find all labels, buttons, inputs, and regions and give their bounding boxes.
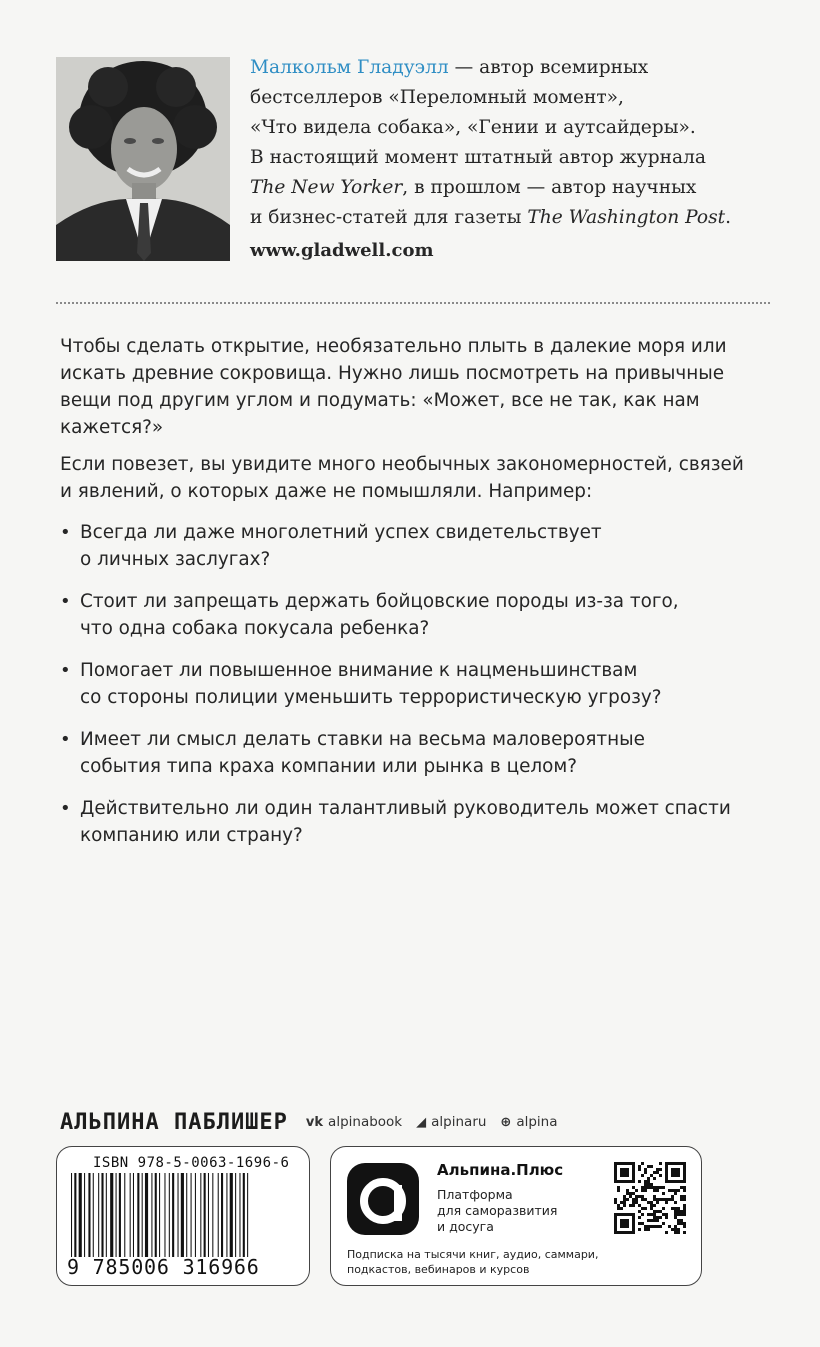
barcode-bar <box>235 1173 236 1257</box>
qr-module <box>680 1198 683 1201</box>
desc-line: и досуга <box>437 1219 494 1234</box>
qr-module <box>641 1162 644 1165</box>
barcode-bar <box>230 1173 233 1257</box>
qr-module <box>668 1189 671 1192</box>
list-item <box>60 726 780 780</box>
qr-module <box>653 1225 656 1228</box>
qr-module <box>644 1171 647 1174</box>
qr-module <box>662 1192 665 1195</box>
qr-module <box>671 1198 674 1201</box>
barcode-bar <box>74 1173 76 1257</box>
note-line: подкастов, вебинаров и курсов <box>347 1263 530 1276</box>
barcode-bar <box>142 1173 143 1257</box>
bullet-icon: • <box>60 660 71 681</box>
desc-line: для саморазвития <box>437 1203 558 1218</box>
ean-digits: 9 785006 316966 <box>67 1255 260 1279</box>
author-photo <box>56 57 230 261</box>
qr-module <box>659 1216 662 1219</box>
qr-module <box>623 1204 626 1207</box>
qr-module <box>641 1222 644 1225</box>
barcode-bar <box>212 1173 213 1257</box>
blurb-line: вещи под другим углом и подумать: «Может, все не так, как нам <box>60 390 700 411</box>
qr-module <box>647 1186 650 1189</box>
qr-module <box>674 1210 677 1213</box>
qr-module <box>656 1171 659 1174</box>
qr-code-icon[interactable] <box>613 1161 687 1235</box>
note-line: Подписка на тысячи книг, аудио, саммари, <box>347 1248 599 1261</box>
qr-module <box>644 1228 647 1231</box>
barcode-bar <box>172 1173 174 1257</box>
qr-module <box>653 1198 656 1201</box>
qr-module <box>659 1168 662 1171</box>
qr-module <box>647 1225 650 1228</box>
qr-module <box>647 1183 650 1186</box>
barcode-bar <box>93 1173 94 1257</box>
bullet-icon: • <box>60 522 71 543</box>
qr-module <box>650 1204 653 1207</box>
qr-module <box>632 1192 635 1195</box>
qr-module <box>641 1189 644 1192</box>
qr-module <box>671 1189 674 1192</box>
qr-module <box>683 1222 686 1225</box>
qr-module <box>656 1168 659 1171</box>
barcode-bar <box>151 1173 152 1257</box>
bio-text: В настоящий момент штатный автор журнала <box>250 147 706 168</box>
qr-module <box>653 1171 656 1174</box>
qr-module <box>656 1210 659 1213</box>
qr-module <box>650 1225 653 1228</box>
barcode-bar <box>116 1173 117 1257</box>
qr-module <box>650 1186 653 1189</box>
qr-module <box>632 1186 635 1189</box>
qr-module <box>623 1198 626 1201</box>
qr-module <box>677 1222 680 1225</box>
qr-module <box>668 1198 671 1201</box>
qr-module <box>683 1231 686 1234</box>
qr-module <box>617 1189 620 1192</box>
qr-module <box>662 1186 665 1189</box>
desc-line: Платформа <box>437 1187 513 1202</box>
barcode-bar <box>137 1173 139 1257</box>
qr-module <box>656 1225 659 1228</box>
qr-module <box>620 1201 623 1204</box>
qr-module <box>653 1189 656 1192</box>
qr-module <box>617 1186 620 1189</box>
author-website[interactable]: www.gladwell.com <box>250 240 434 261</box>
qr-module <box>647 1219 650 1222</box>
blurb-line: Чтобы сделать открытие, необязательно плыть в далекие моря или <box>60 336 727 357</box>
qr-module <box>674 1216 677 1219</box>
qr-module <box>617 1204 620 1207</box>
alpina-app-icon <box>347 1163 419 1235</box>
blurb-line: Если повезет, вы увидите много необычных закономерностей, связей <box>60 454 744 475</box>
qr-module <box>659 1162 662 1165</box>
qr-module <box>635 1198 638 1201</box>
barcode-bar <box>221 1173 223 1257</box>
qr-module <box>629 1204 632 1207</box>
alpina-plus-promo[interactable] <box>330 1146 702 1286</box>
qr-module <box>677 1219 680 1222</box>
qr-module <box>644 1186 647 1189</box>
publisher-logo: АЛЬПИНА ПАБЛИШЕР <box>60 1109 288 1135</box>
qr-module <box>683 1207 686 1210</box>
qr-module <box>653 1219 656 1222</box>
qr-module <box>626 1192 629 1195</box>
alpina-plus-title: Альпина.Плюс <box>437 1161 564 1179</box>
book-blurb <box>60 333 780 864</box>
qr-module <box>683 1195 686 1198</box>
barcode-bar <box>133 1173 134 1257</box>
qr-module <box>662 1222 665 1225</box>
qr-module <box>656 1219 659 1222</box>
qr-module <box>662 1213 665 1216</box>
bullet-icon: • <box>60 591 71 612</box>
qr-module <box>647 1180 650 1183</box>
qr-module <box>632 1198 635 1201</box>
qr-module <box>683 1210 686 1213</box>
alpina-plus-note <box>347 1247 687 1277</box>
qr-module <box>617 1207 620 1210</box>
qr-module <box>659 1198 662 1201</box>
qr-module <box>641 1186 644 1189</box>
qr-module <box>653 1213 656 1216</box>
qr-module <box>665 1216 668 1219</box>
qr-module <box>644 1183 647 1186</box>
qr-module <box>632 1204 635 1207</box>
qr-module <box>650 1183 653 1186</box>
qr-module <box>683 1189 686 1192</box>
qr-module <box>677 1231 680 1234</box>
qr-module <box>620 1207 623 1210</box>
qr-module <box>653 1204 656 1207</box>
qr-module <box>638 1228 641 1231</box>
qr-module <box>650 1207 653 1210</box>
qr-module <box>680 1210 683 1213</box>
qr-module <box>650 1165 653 1168</box>
qr-module <box>659 1186 662 1189</box>
list-item <box>60 519 780 573</box>
qr-module <box>635 1189 638 1192</box>
qr-module <box>680 1222 683 1225</box>
social-handle: alpina <box>516 1114 558 1130</box>
qr-module <box>629 1195 632 1198</box>
qr-module <box>629 1192 632 1195</box>
qr-module <box>674 1189 677 1192</box>
barcode-bar <box>124 1173 125 1257</box>
barcode-bar <box>239 1173 240 1257</box>
qr-module <box>644 1189 647 1192</box>
qr-module <box>677 1213 680 1216</box>
qr-module <box>662 1207 665 1210</box>
social-handle: alpinaru <box>431 1114 487 1130</box>
qr-module <box>665 1213 668 1216</box>
questions-list <box>60 519 780 849</box>
qr-module <box>614 1198 617 1201</box>
barcode-bar <box>204 1173 206 1257</box>
barcode-bar <box>243 1173 245 1257</box>
bio-text: бестселлеров «Переломный момент», <box>250 87 624 108</box>
qr-module <box>656 1201 659 1204</box>
qr-module <box>644 1207 647 1210</box>
barcode-bar <box>247 1173 248 1257</box>
qr-module <box>650 1213 653 1216</box>
author-portrait-image <box>56 57 230 261</box>
qr-module <box>638 1204 641 1207</box>
qr-module <box>638 1168 641 1171</box>
blurb-line: и явлений, о которых даже не помышляли. Например: <box>60 481 593 502</box>
qr-module <box>635 1195 638 1198</box>
alpina-plus-description <box>437 1187 607 1235</box>
social-link-alpina[interactable] <box>500 1114 557 1130</box>
barcode-bar <box>208 1173 209 1257</box>
barcode-bar <box>101 1173 103 1257</box>
qr-module <box>638 1165 641 1168</box>
qr-module <box>644 1198 647 1201</box>
bio-text: . <box>725 207 732 228</box>
blurb-paragraph-2 <box>60 451 780 505</box>
qr-module <box>638 1180 641 1183</box>
qr-module <box>665 1198 668 1201</box>
barcode-bar <box>71 1173 72 1257</box>
qr-module <box>650 1201 653 1204</box>
barcode-image <box>71 1173 297 1259</box>
qr-module <box>680 1186 683 1189</box>
barcode-bar <box>164 1173 165 1257</box>
qr-module <box>626 1189 629 1192</box>
blurb-paragraph-1 <box>60 333 780 441</box>
barcode-bar <box>98 1173 99 1257</box>
qr-module <box>683 1186 686 1189</box>
social-links <box>306 1114 558 1130</box>
qr-module <box>653 1177 656 1180</box>
qr-module <box>677 1210 680 1213</box>
qr-module <box>653 1216 656 1219</box>
qr-module <box>638 1216 641 1219</box>
qr-module <box>638 1195 641 1198</box>
qr-module <box>641 1195 644 1198</box>
qr-module <box>674 1225 677 1228</box>
qr-module <box>632 1201 635 1204</box>
qr-module <box>683 1198 686 1201</box>
list-item <box>60 657 780 711</box>
barcode-bar <box>88 1173 90 1257</box>
vk-icon: vk <box>305 1114 324 1130</box>
list-item <box>60 795 780 849</box>
qr-module <box>626 1198 629 1201</box>
qr-module <box>659 1225 662 1228</box>
qr-module <box>638 1210 641 1213</box>
qr-module <box>668 1225 671 1228</box>
barcode-bar <box>195 1173 196 1257</box>
qr-module <box>647 1213 650 1216</box>
question-line: что одна собака покусала ребенка? <box>80 618 430 639</box>
qr-module <box>683 1225 686 1228</box>
qr-module <box>647 1201 650 1204</box>
isbn-label: ISBN 978-5-0063-1696-6 <box>93 1155 290 1171</box>
qr-module <box>683 1204 686 1207</box>
qr-module <box>662 1198 665 1201</box>
newspaper-title: The Washington Post <box>527 207 726 228</box>
question-line: Стоит ли запрещать держать бойцовские породы из-за того, <box>80 591 679 612</box>
qr-module <box>680 1195 683 1198</box>
barcode-bar <box>178 1173 179 1257</box>
bullet-icon: • <box>60 729 71 750</box>
qr-module <box>623 1195 626 1198</box>
qr-module <box>671 1195 674 1198</box>
qr-module <box>656 1198 659 1201</box>
barcode-bar <box>191 1173 192 1257</box>
qr-module <box>614 1201 617 1204</box>
qr-module <box>674 1213 677 1216</box>
dotted-divider <box>56 302 770 304</box>
bullet-icon: • <box>60 798 71 819</box>
isbn-barcode-box <box>56 1146 310 1286</box>
qr-module <box>623 1201 626 1204</box>
qr-module <box>674 1228 677 1231</box>
author-bio <box>250 53 770 233</box>
publisher-row <box>60 1105 780 1139</box>
qr-module <box>683 1213 686 1216</box>
magazine-title: The New Yorker <box>250 177 403 198</box>
qr-module <box>647 1165 650 1168</box>
qr-module <box>620 1168 629 1177</box>
qr-module <box>644 1225 647 1228</box>
barcode-bar <box>159 1173 160 1257</box>
qr-module <box>647 1177 650 1180</box>
qr-module <box>641 1198 644 1201</box>
qr-module <box>677 1228 680 1231</box>
bio-text: , в прошлом — автор научных <box>402 177 697 198</box>
qr-module <box>638 1222 641 1225</box>
qr-module <box>650 1174 653 1177</box>
social-link-telegram[interactable] <box>416 1114 486 1130</box>
qr-module <box>650 1219 653 1222</box>
barcode-bar <box>145 1173 148 1257</box>
qr-module <box>659 1174 662 1177</box>
question-line: компанию или страну? <box>80 825 303 846</box>
barcode-bar <box>169 1173 170 1257</box>
qr-module <box>644 1168 647 1171</box>
qr-module <box>674 1207 677 1210</box>
barcode-bar <box>110 1173 113 1257</box>
barcode-bar <box>79 1173 82 1257</box>
question-line: Помогает ли повышенное внимание к нацменьшинствам <box>80 660 638 681</box>
author-name: Малкольм Гладуэлл <box>250 57 449 78</box>
barcode-bar <box>218 1173 219 1257</box>
qr-module <box>659 1210 662 1213</box>
qr-module <box>641 1213 644 1216</box>
qr-module <box>674 1201 677 1204</box>
list-item <box>60 588 780 642</box>
qr-module <box>677 1189 680 1192</box>
barcode-bar <box>181 1173 184 1257</box>
qr-module <box>671 1228 674 1231</box>
barcode-bar <box>106 1173 107 1257</box>
barcode-bar <box>119 1173 121 1257</box>
qr-module <box>641 1174 644 1177</box>
qr-module <box>665 1201 668 1204</box>
barcode-bar <box>130 1173 131 1257</box>
barcode-bar <box>84 1173 85 1257</box>
qr-module <box>656 1186 659 1189</box>
bio-text: и бизнес-статей для газеты <box>250 207 528 228</box>
barcode-bar <box>226 1173 227 1257</box>
qr-module <box>647 1228 650 1231</box>
barcode-bar <box>200 1173 201 1257</box>
barcode-bar <box>186 1173 187 1257</box>
question-line: о личных заслугах? <box>80 549 271 570</box>
qr-module <box>641 1207 644 1210</box>
qr-module <box>656 1189 659 1192</box>
question-line: Действительно ли один талантливый руководитель может спасти <box>80 798 731 819</box>
qr-module <box>653 1195 656 1198</box>
bio-text: «Что видела собака», «Гении и аутсайдеры». <box>250 117 696 138</box>
blurb-line: искать древние сокровища. Нужно лишь посмотреть на привычные <box>60 363 725 384</box>
qr-module <box>644 1180 647 1183</box>
social-handle: alpinabook <box>328 1114 403 1130</box>
telegram-icon: ◢ <box>416 1114 427 1130</box>
qr-module <box>671 1168 680 1177</box>
bio-text: — автор всемирных <box>448 57 649 78</box>
social-link-vk[interactable] <box>306 1114 402 1130</box>
question-line: Имеет ли смысл делать ставки на весьма маловероятные <box>80 729 645 750</box>
plus-circle-icon: ⊕ <box>500 1114 512 1130</box>
barcode-bar <box>155 1173 157 1257</box>
qr-module <box>680 1213 683 1216</box>
blurb-line: кажется?» <box>60 417 164 438</box>
qr-module <box>674 1192 677 1195</box>
qr-module <box>620 1219 629 1228</box>
question-line: со стороны полиции уменьшить террористическую угрозу? <box>80 687 662 708</box>
qr-module <box>677 1207 680 1210</box>
qr-module <box>665 1231 668 1234</box>
qr-module <box>656 1216 659 1219</box>
qr-module <box>653 1210 656 1213</box>
qr-module <box>653 1186 656 1189</box>
qr-module <box>680 1219 683 1222</box>
question-line: события типа краха компании или рынка в целом? <box>80 756 578 777</box>
qr-module <box>671 1207 674 1210</box>
qr-module <box>674 1231 677 1234</box>
qr-module <box>635 1201 638 1204</box>
question-line: Всегда ли даже многолетний успех свидетельствует <box>80 522 602 543</box>
